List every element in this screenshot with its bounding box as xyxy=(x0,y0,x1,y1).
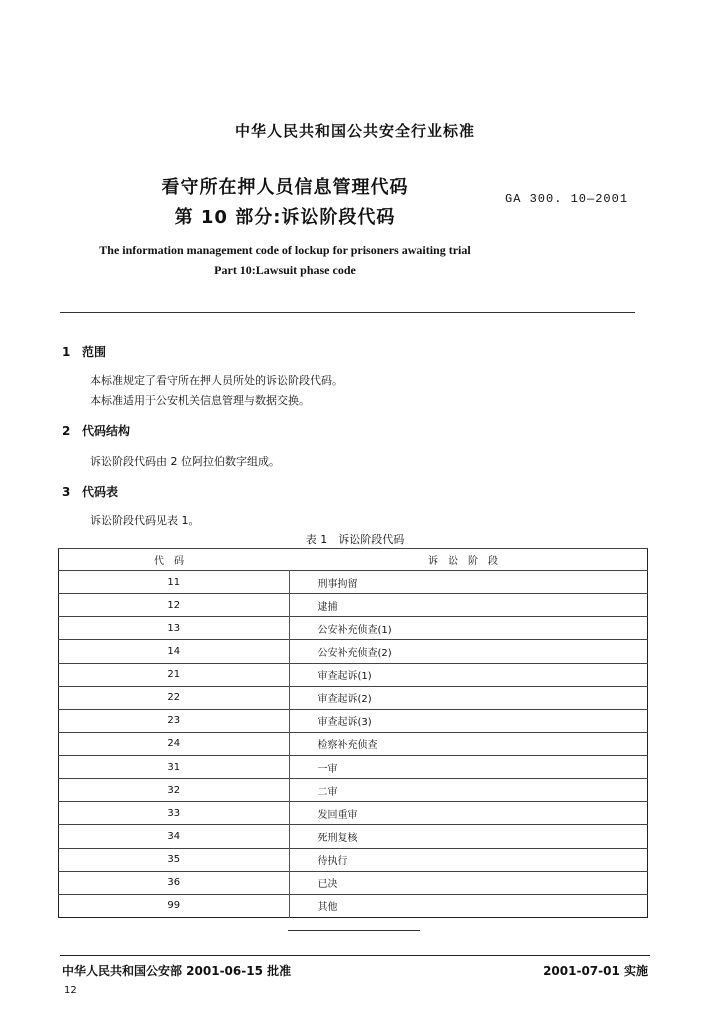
phase-cell: 其他 xyxy=(289,894,648,917)
code-cell: 12 xyxy=(59,594,290,617)
code-cell: 31 xyxy=(59,756,290,779)
table-row xyxy=(59,779,648,802)
code-cell: 33 xyxy=(59,802,290,825)
table-row xyxy=(59,802,648,825)
phase-cell: 死刑复核 xyxy=(289,825,648,848)
footer-divider xyxy=(60,955,650,956)
english-subtitle: Part 10:Lawsuit phase code xyxy=(214,263,356,277)
section-3-paragraph: 诉讼阶段代码见表 1。 xyxy=(90,514,200,527)
table-header-row xyxy=(59,549,648,571)
code-cell: 34 xyxy=(59,825,290,848)
phase-cell: 待执行 xyxy=(289,848,648,871)
phase-cell: 公安补充侦查(2) xyxy=(289,640,648,663)
code-cell: 22 xyxy=(59,686,290,709)
table-row xyxy=(59,594,648,617)
table-caption: 表 1 诉讼阶段代码 xyxy=(305,533,405,546)
code-cell: 24 xyxy=(59,732,290,755)
code-cell: 14 xyxy=(59,640,290,663)
section-2-paragraph: 诉讼阶段代码由 2 位阿拉伯数字组成。 xyxy=(90,455,280,468)
table-row xyxy=(59,756,648,779)
section-number: 1 xyxy=(62,345,71,359)
section-3-heading xyxy=(62,483,118,500)
code-cell: 35 xyxy=(59,848,290,871)
code-cell: 36 xyxy=(59,871,290,894)
table-row xyxy=(59,663,648,686)
column-header-phase: 诉讼阶段 xyxy=(289,549,648,571)
phase-cell: 检察补充侦查 xyxy=(289,732,648,755)
section-1-heading xyxy=(62,343,106,360)
table-row xyxy=(59,640,648,663)
standard-code: GA 300. 10—2001 xyxy=(505,192,629,206)
section-2-heading xyxy=(62,422,130,439)
phase-cell: 发回重审 xyxy=(289,802,648,825)
table-row xyxy=(59,686,648,709)
section-title: 范围 xyxy=(82,345,107,359)
section-number: 3 xyxy=(62,485,71,499)
phase-cell: 审查起诉(1) xyxy=(289,663,648,686)
phase-cell: 公安补充侦查(1) xyxy=(289,617,648,640)
english-title: The information management code of lockup for prisoners awaiting trial xyxy=(99,243,471,257)
header-divider xyxy=(60,312,635,313)
code-cell: 11 xyxy=(59,571,290,594)
section-title: 代码结构 xyxy=(82,424,131,438)
table-row xyxy=(59,894,648,917)
table-row xyxy=(59,732,648,755)
phase-cell: 审查起诉(2) xyxy=(289,686,648,709)
table-row xyxy=(59,709,648,732)
code-cell: 21 xyxy=(59,663,290,686)
table-row xyxy=(59,617,648,640)
document-subtitle: 第 10 部分:诉讼阶段代码 xyxy=(174,207,396,228)
section-1-paragraph: 本标准规定了看守所在押人员所处的诉讼阶段代码。 xyxy=(90,374,343,387)
section-number: 2 xyxy=(62,424,71,438)
column-header-code: 代码 xyxy=(59,549,290,571)
phase-cell: 一审 xyxy=(289,756,648,779)
phase-cell: 逮捕 xyxy=(289,594,648,617)
table-row xyxy=(59,825,648,848)
code-cell: 32 xyxy=(59,779,290,802)
phase-cell: 二审 xyxy=(289,779,648,802)
code-cell: 23 xyxy=(59,709,290,732)
code-cell: 99 xyxy=(59,894,290,917)
document-title: 看守所在押人员信息管理代码 xyxy=(161,177,409,198)
table-row xyxy=(59,571,648,594)
implementation-date: 2001-07-01 实施 xyxy=(543,964,648,978)
organization-heading: 中华人民共和国公共安全行业标准 xyxy=(234,122,475,140)
phase-cell: 已决 xyxy=(289,871,648,894)
section-1-paragraph: 本标准适用于公安机关信息管理与数据交换。 xyxy=(90,394,310,407)
table-row xyxy=(59,848,648,871)
phase-cell: 刑事拘留 xyxy=(289,571,648,594)
phase-code-table xyxy=(58,548,648,918)
phase-cell: 审查起诉(3) xyxy=(289,709,648,732)
end-of-text-rule xyxy=(288,930,420,931)
approval-info: 中华人民共和国公安部 2001-06-15 批准 xyxy=(62,964,292,978)
code-cell: 13 xyxy=(59,617,290,640)
page-number: 12 xyxy=(64,985,77,996)
section-title: 代码表 xyxy=(82,485,119,499)
table-row xyxy=(59,871,648,894)
